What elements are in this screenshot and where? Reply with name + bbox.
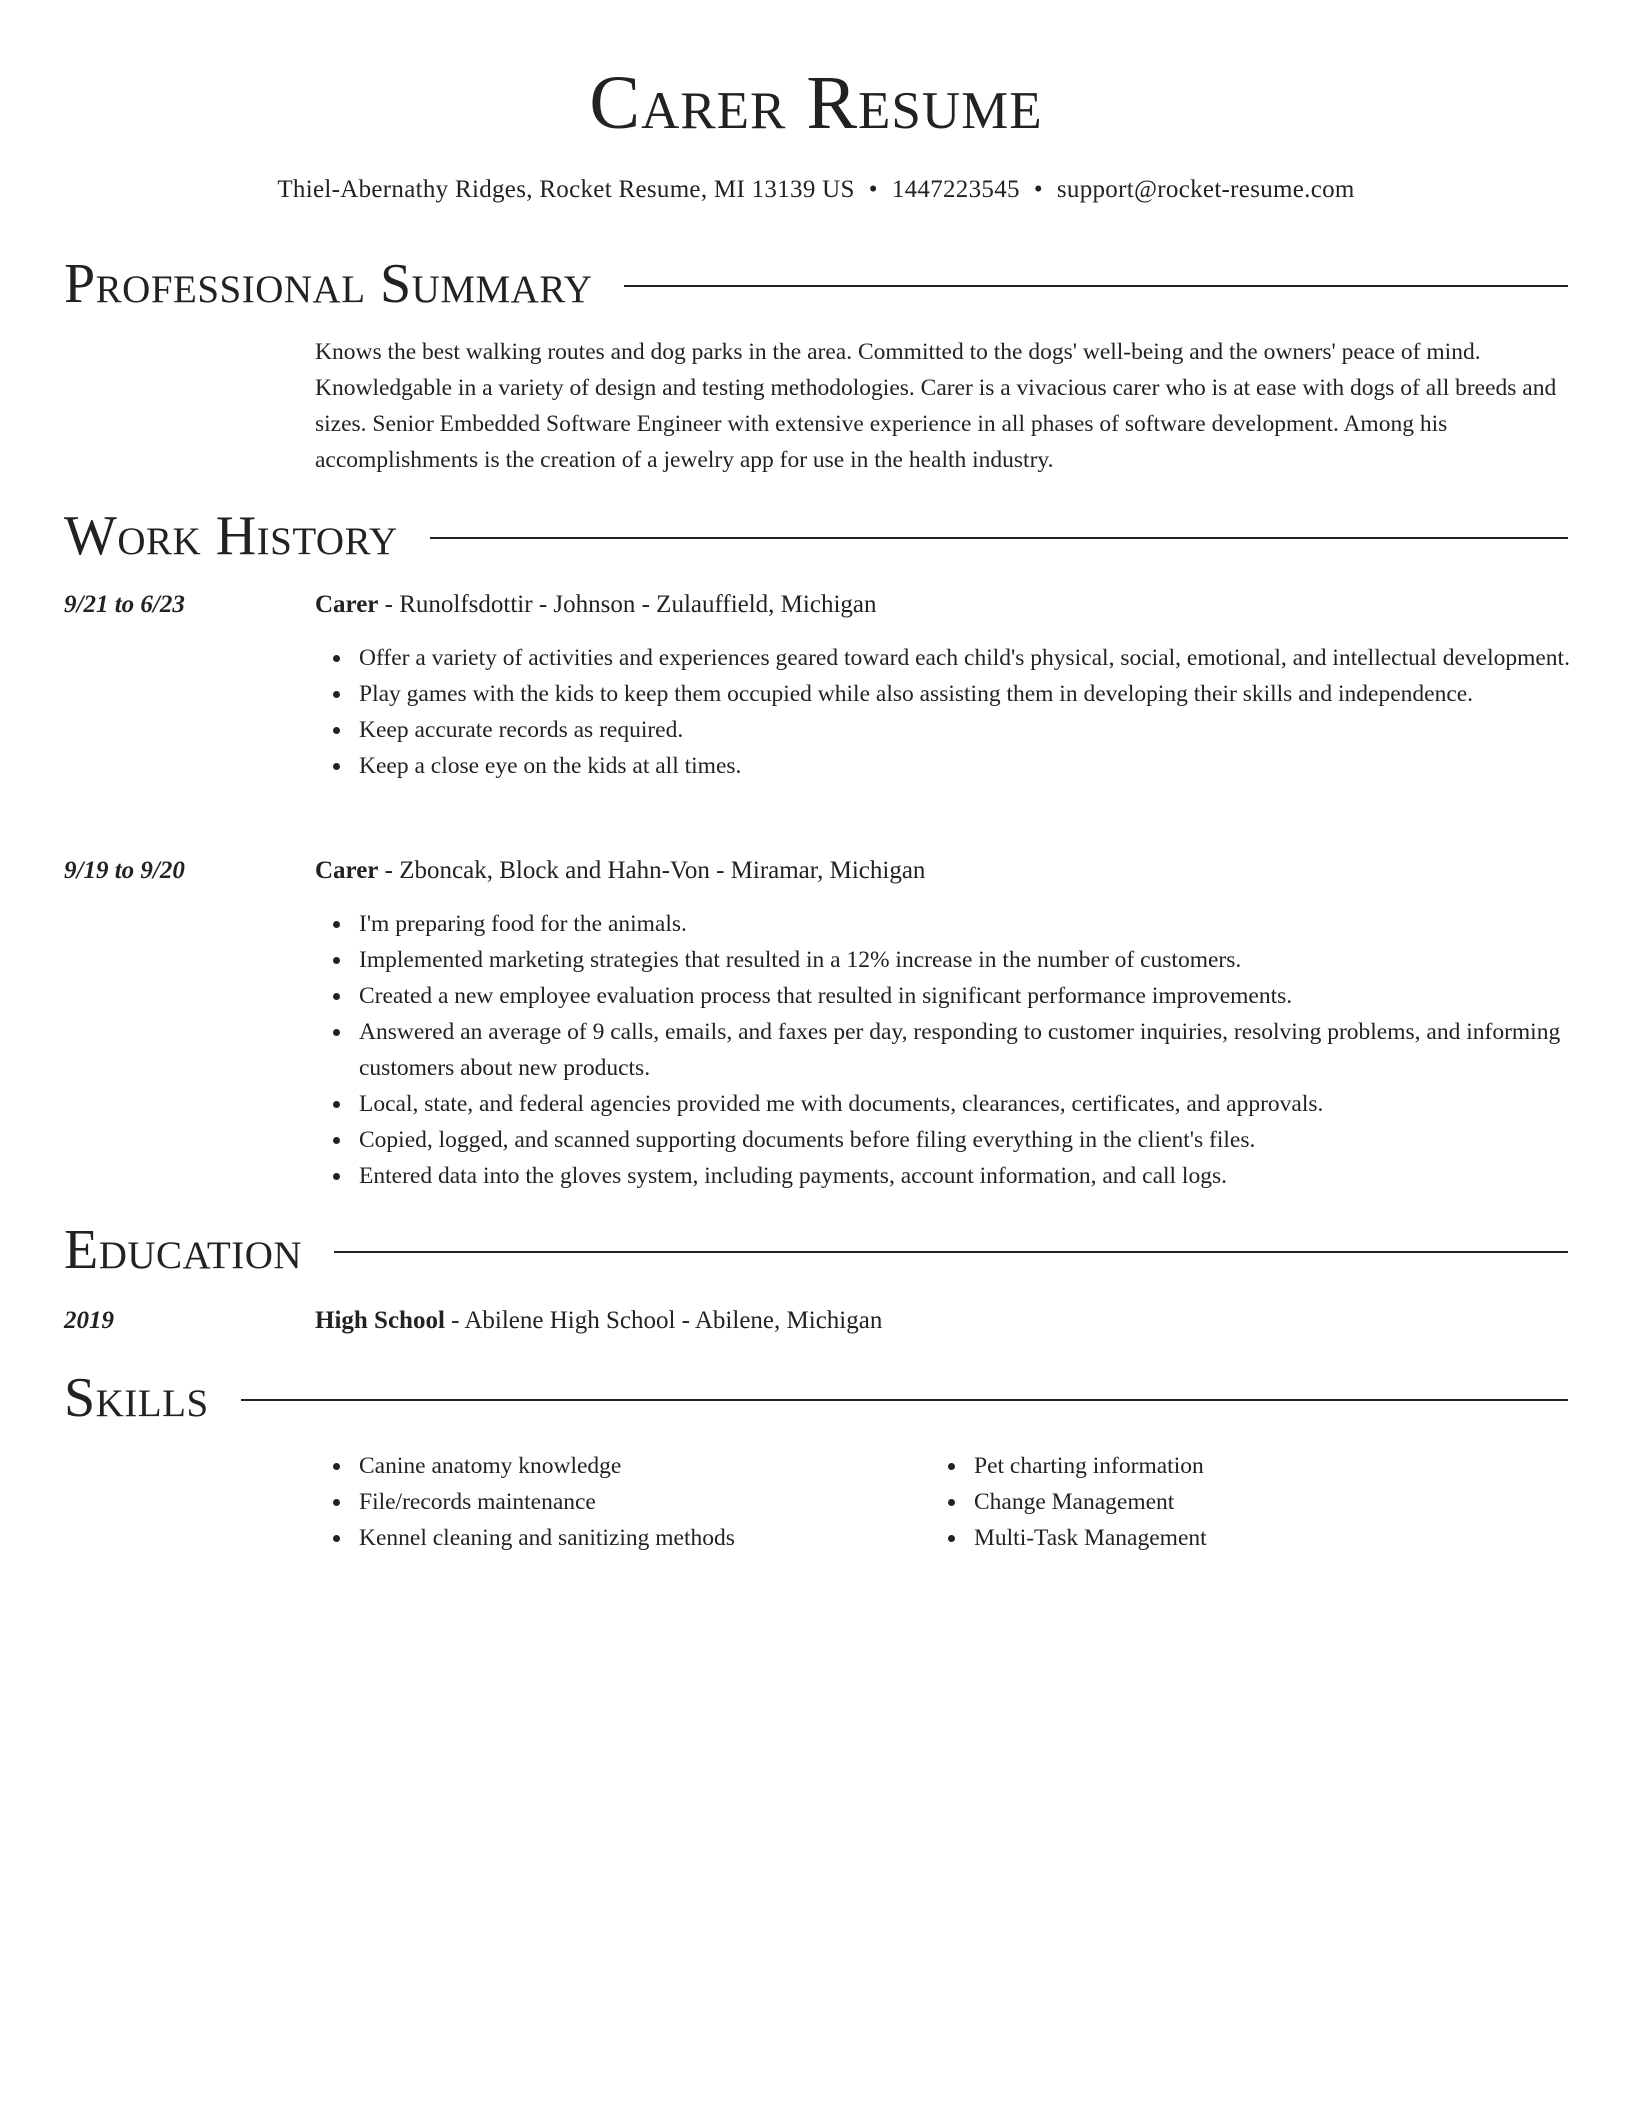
section-divider bbox=[430, 537, 1568, 539]
contact-separator: • bbox=[1033, 176, 1043, 203]
skill-item: Canine anatomy knowledge bbox=[359, 1448, 929, 1484]
summary-text: Knows the best walking routes and dog parks in the area. Committed to the dogs' well-being and the owners' peace of mind. Knowledgable in a variety of design and testing methodologies. Carer is a vivacious carer who is at ease with dogs of all breeds and sizes. Senior Embedded Software Engineer with extensive experience in all phases of software development. Among his accomplishments is the creation of a jewelry app for use in the health industry. bbox=[315, 339, 1557, 473]
contact-line bbox=[64, 173, 1568, 207]
work-bullets bbox=[315, 640, 1612, 784]
skills-heading: Skills bbox=[64, 1367, 209, 1429]
job-details: - Runolfsdottir - Johnson - Zulauffield, Michigan bbox=[378, 591, 877, 618]
degree: High School bbox=[315, 1307, 445, 1334]
skill-item: File/records maintenance bbox=[359, 1484, 929, 1520]
list-item: I'm preparing food for the animals. bbox=[359, 906, 1612, 942]
list-item: Local, state, and federal agencies provided me with documents, clearances, certificates, and approvals. bbox=[359, 1086, 1612, 1122]
job-details: - Zboncak, Block and Hahn-Von - Miramar, Michigan bbox=[378, 857, 926, 884]
work-dates: 9/21 to 6/23 bbox=[64, 591, 185, 618]
education-section-header bbox=[64, 1218, 1568, 1282]
section-divider bbox=[241, 1399, 1568, 1401]
education-heading: Education bbox=[64, 1219, 303, 1281]
skill-item: Kennel cleaning and sanitizing methods bbox=[359, 1520, 929, 1556]
job-title: Carer bbox=[315, 857, 379, 884]
work-heading: Work History bbox=[64, 505, 398, 567]
work-headline bbox=[315, 588, 877, 622]
work-bullets bbox=[315, 906, 1612, 1194]
list-item: Copied, logged, and scanned supporting documents before filing everything in the client's files. bbox=[359, 1122, 1612, 1158]
list-item: Keep accurate records as required. bbox=[359, 712, 1612, 748]
skills-list bbox=[64, 1448, 1568, 1568]
skills-column bbox=[315, 1448, 929, 1556]
summary-heading: Professional Summary bbox=[64, 253, 593, 315]
resume-title: Carer Resume bbox=[589, 61, 1043, 145]
list-item: Created a new employee evaluation process that resulted in significant performance improvements. bbox=[359, 978, 1612, 1014]
section-divider bbox=[334, 1251, 1568, 1253]
contact-email: support@rocket-resume.com bbox=[1056, 176, 1355, 203]
work-dates: 9/19 to 9/20 bbox=[64, 857, 185, 884]
list-item: Offer a variety of activities and experiences geared toward each child's physical, social, emotional, and intellectual development. bbox=[359, 640, 1612, 676]
list-item: Play games with the kids to keep them occupied while also assisting them in developing their skills and independence. bbox=[359, 676, 1612, 712]
job-title: Carer bbox=[315, 591, 379, 618]
contact-separator: • bbox=[868, 176, 878, 203]
education-headline bbox=[315, 1304, 882, 1338]
contact-phone: 1447223545 bbox=[891, 176, 1020, 203]
list-item: Keep a close eye on the kids at all times. bbox=[359, 748, 1612, 784]
list-item: Implemented marketing strategies that resulted in a 12% increase in the number of customers. bbox=[359, 942, 1612, 978]
skill-item: Change Management bbox=[974, 1484, 1568, 1520]
list-item: Entered data into the gloves system, including payments, account information, and call logs. bbox=[359, 1158, 1612, 1194]
education-details: - Abilene High School - Abilene, Michigan bbox=[444, 1307, 883, 1334]
list-item: Answered an average of 9 calls, emails, and faxes per day, responding to customer inquiries, resolving problems, and informing customers about new products. bbox=[359, 1014, 1612, 1086]
skills-column bbox=[930, 1448, 1568, 1556]
skills-section-header bbox=[64, 1366, 1568, 1430]
work-section-header bbox=[64, 504, 1568, 568]
skill-item: Multi-Task Management bbox=[974, 1520, 1568, 1556]
contact-address: Thiel-Abernathy Ridges, Rocket Resume, MI 13139 US bbox=[277, 176, 855, 203]
summary-section-header bbox=[64, 252, 1568, 316]
work-headline bbox=[315, 854, 925, 888]
skill-item: Pet charting information bbox=[974, 1448, 1568, 1484]
education-year: 2019 bbox=[64, 1307, 114, 1334]
section-divider bbox=[624, 285, 1568, 287]
